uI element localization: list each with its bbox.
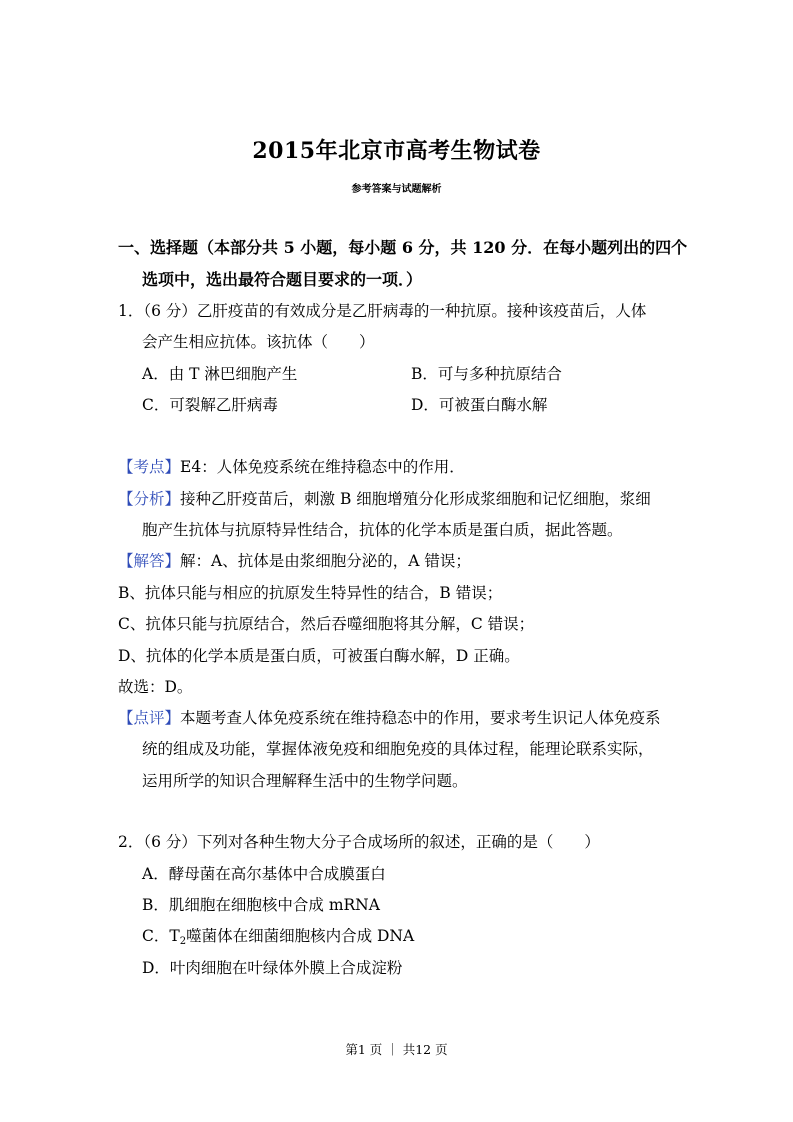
kaodian-text: E4：人体免疫系统在维持稳态中的作用．: [180, 458, 465, 476]
fenxi-text: 接种乙肝疫苗后，刺激 B 细胞增殖分化形成浆细胞和记忆细胞，浆细: [180, 490, 651, 508]
q1-option-c: C．可裂解乙肝病毒: [142, 396, 278, 414]
a1-fenxi-line1: [118, 489, 651, 509]
a1-kaodian: [118, 457, 465, 477]
q2-option-b: B．肌细胞在细胞核中合成 mRNA: [142, 896, 380, 914]
q1-stem-line2: 会产生相应抗体。该抗体（ ）: [142, 333, 375, 351]
q1-option-a: A．由 T 淋巴细胞产生: [142, 365, 298, 383]
a1-dianping-line2: 统的组成及功能，掌握体液免疫和细胞免疫的具体过程，能理论联系实际，: [142, 740, 654, 758]
dianping-text: 本题考查人体免疫系统在维持稳态中的作用，要求考生识记人体免疫系: [180, 709, 661, 727]
q2-option-c-prefix: C．T: [142, 927, 180, 945]
q2-option-d: D．叶肉细胞在叶绿体外膜上合成淀粉: [142, 959, 403, 977]
q2-option-a: A．酵母菌在高尔基体中合成膜蛋白: [142, 865, 386, 883]
fenxi-tag: 【分析】: [118, 490, 181, 508]
a1-jieda-line3: C、抗体只能与抗原结合，然后吞噬细胞将其分解，C 错误；: [118, 615, 535, 633]
a1-dianping-line3: 运用所学的知识合理解释生活中的生物学问题。: [142, 772, 468, 790]
dianping-tag: 【点评】: [118, 709, 181, 727]
q2-option-c: [142, 926, 414, 952]
page-footer: 第1 页 ｜ 共12 页: [345, 1042, 448, 1057]
jieda-text: 解：A、抗体是由浆细胞分泌的，A 错误；: [180, 552, 471, 570]
section-heading-line2: 选项中，选出最符合题目要求的一项．）: [142, 270, 423, 289]
a1-dianping-line1: [118, 708, 661, 728]
q2-option-c-suffix: 噬菌体在细菌细胞核内合成 DNA: [186, 927, 415, 945]
q2-option-c-subscript: 2: [179, 936, 187, 947]
jieda-tag: 【解答】: [118, 552, 181, 570]
page-subtitle: 参考答案与试题解析: [351, 184, 442, 195]
a1-answer: 故选：D。: [118, 678, 193, 696]
q2-stem: 2．（6 分）下列对各种生物大分子合成场所的叙述，正确的是（ ）: [118, 833, 600, 851]
q1-option-b: B．可与多种抗原结合: [411, 365, 562, 383]
a1-jieda-line2: B、抗体只能与相应的抗原发生特异性的结合，B 错误；: [118, 584, 503, 602]
q1-stem-line1: 1．（6 分）乙肝疫苗的有效成分是乙肝病毒的一种抗原。接种该疫苗后，人体: [118, 302, 647, 320]
a1-fenxi-line2: 胞产生抗体与抗原特异性结合，抗体的化学本质是蛋白质，据此答题。: [142, 521, 623, 539]
page-title: 2015年北京市高考生物试卷: [252, 138, 541, 164]
section-heading-line1: 一、选择题（本部分共 5 小题，每小题 6 分，共 120 分．在每小题列出的四个: [118, 238, 688, 257]
q1-option-d: D．可被蛋白酶水解: [411, 396, 548, 414]
a1-jieda-line1: [118, 551, 471, 571]
a1-jieda-line4: D、抗体的化学本质是蛋白质，可被蛋白酶水解，D 正确。: [118, 647, 520, 665]
kaodian-tag: 【考点】: [118, 458, 181, 476]
